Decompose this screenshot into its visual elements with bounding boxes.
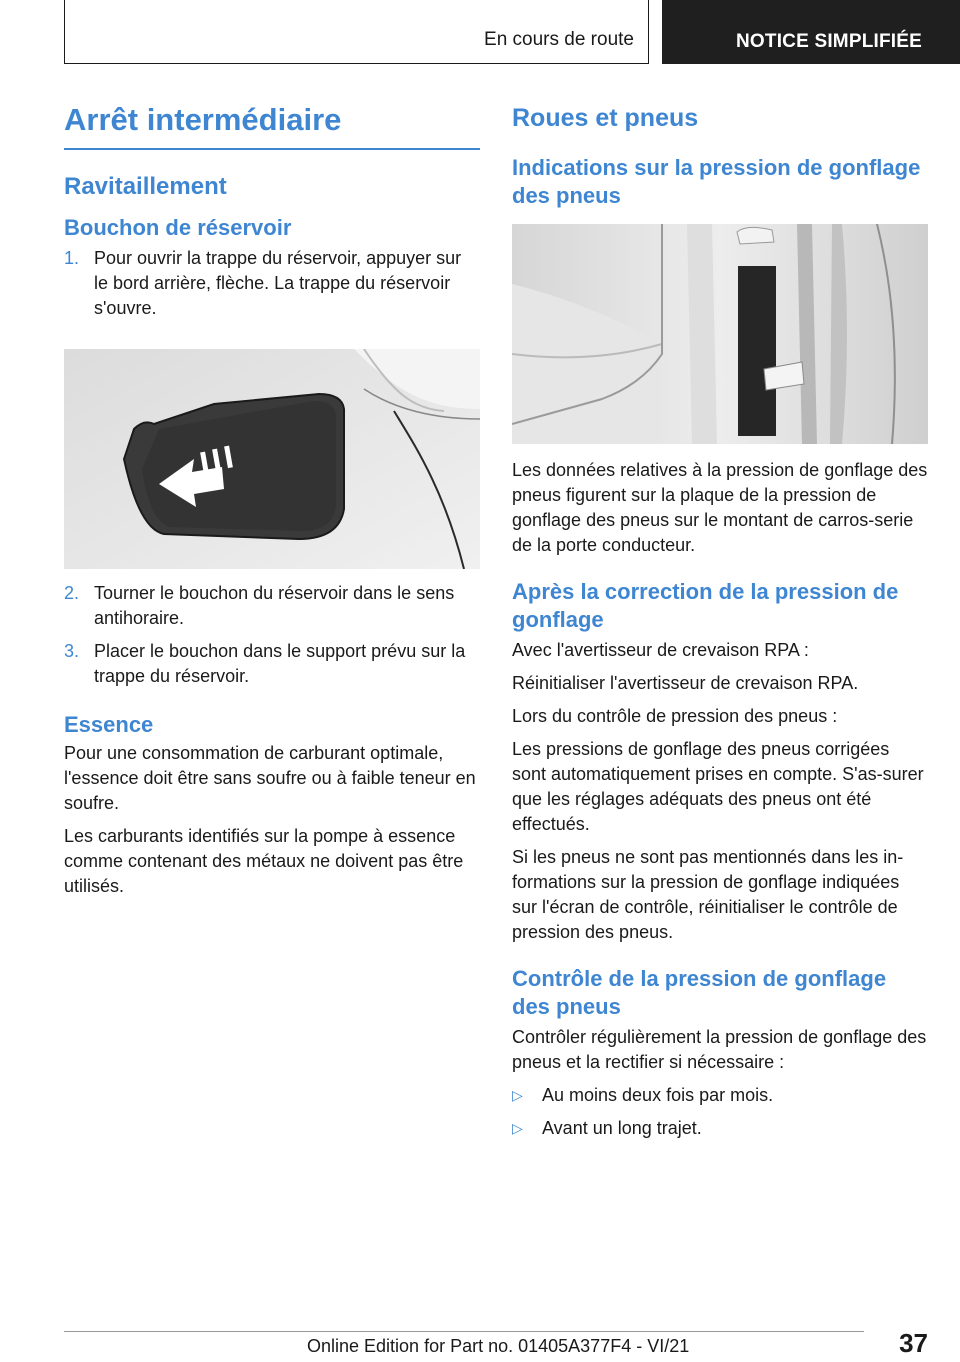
step-number: 2. xyxy=(64,583,80,603)
left-column xyxy=(64,100,480,899)
after-paragraph-4: Les pressions de gonflage des pneus corrigées sont automatiquement prises en compte. S'as‐surer que les réglages adéquats des pneus ont été effectués. xyxy=(512,739,924,834)
after-paragraph-2: Réinitialiser l'avertisseur de crevaison RPA. xyxy=(512,673,859,693)
fuel-paragraph-1: Pour une consommation de carburant optimale, l'essence doit être sans soufre ou à faible teneur en soufre. xyxy=(64,743,476,813)
fuel-flap-illustration xyxy=(64,349,480,569)
check-bullets xyxy=(512,1083,928,1141)
fuel-paragraph-2: Les carburants identifiés sur la pompe à essence comme contenant des métaux ne doivent pas être utilisés. xyxy=(64,826,464,896)
heading-after-correction: Après la correction de la pression de gonflage xyxy=(512,579,899,632)
right-column xyxy=(512,100,928,1141)
heading-pressure-check: Contrôle de la pression de gonflage des pneus xyxy=(512,966,887,1019)
step-item xyxy=(64,639,480,689)
after-paragraph-5: Si les pneus ne sont pas mentionnés dans les in‐formations sur la pression de gonflage indiquées sur l'écran de contrôle, réinitialiser le contrôle de pression des pneus. xyxy=(512,847,904,942)
header-section-box xyxy=(64,0,649,64)
step-number: 1. xyxy=(64,248,80,268)
section-title: En cours de route xyxy=(484,29,634,50)
door-pillar-illustration xyxy=(512,224,928,444)
triangle-right-icon: ▷ xyxy=(512,1087,523,1103)
after-paragraph-3: Lors du contrôle de pression des pneus : xyxy=(512,706,838,726)
step-item xyxy=(64,581,480,631)
bullet-item xyxy=(512,1116,928,1141)
step-text: Pour ouvrir la trappe du réservoir, appuyer sur le bord arrière, flèche. La trappe du réservoir s'ouvre. xyxy=(94,248,462,318)
bullet-text: Au moins deux fois par mois. xyxy=(542,1085,774,1105)
step-text: Tourner le bouchon du réservoir dans le sens antihoraire. xyxy=(94,583,455,628)
steps-list-a xyxy=(64,246,480,321)
guide-title: NOTICE SIMPLIFIÉE xyxy=(662,0,960,64)
heading-wheels: Roues et pneus xyxy=(512,104,699,132)
footer-divider xyxy=(64,1331,864,1332)
step-item xyxy=(64,246,480,321)
page-number: 37 xyxy=(899,1328,928,1358)
after-paragraph-1: Avec l'avertisseur de crevaison RPA : xyxy=(512,640,809,660)
page-title: Arrêt intermédiaire xyxy=(64,102,342,137)
heading-fuel: Essence xyxy=(64,712,154,737)
triangle-right-icon: ▷ xyxy=(512,1120,523,1136)
heading-fuel-cap: Bouchon de réservoir xyxy=(64,215,292,240)
edition-text: Online Edition for Part no. 01405A377F4 - VI/21 xyxy=(307,1336,690,1356)
bullet-text: Avant un long trajet. xyxy=(542,1118,702,1138)
heading-pressure-info: Indications sur la pression de gonflage des pneus xyxy=(512,155,921,208)
steps-list-b xyxy=(64,581,480,689)
check-paragraph: Contrôler régulièrement la pression de gonflage des pneus et la rectifier si nécessaire : xyxy=(512,1027,927,1072)
heading-refuel: Ravitaillement xyxy=(64,173,227,200)
bullet-item xyxy=(512,1083,928,1108)
fuel-flap-image xyxy=(64,349,480,569)
pressure-info-paragraph: Les données relatives à la pression de gonflage des pneus figurent sur la plaque de la pression de gonflage des pneus sur le montant de carros‐serie de la porte conducteur. xyxy=(512,460,928,555)
title-divider xyxy=(64,148,480,150)
step-number: 3. xyxy=(64,641,80,661)
door-pillar-image xyxy=(512,224,928,444)
step-text: Placer le bouchon dans le support prévu sur la trappe du réservoir. xyxy=(94,641,466,686)
